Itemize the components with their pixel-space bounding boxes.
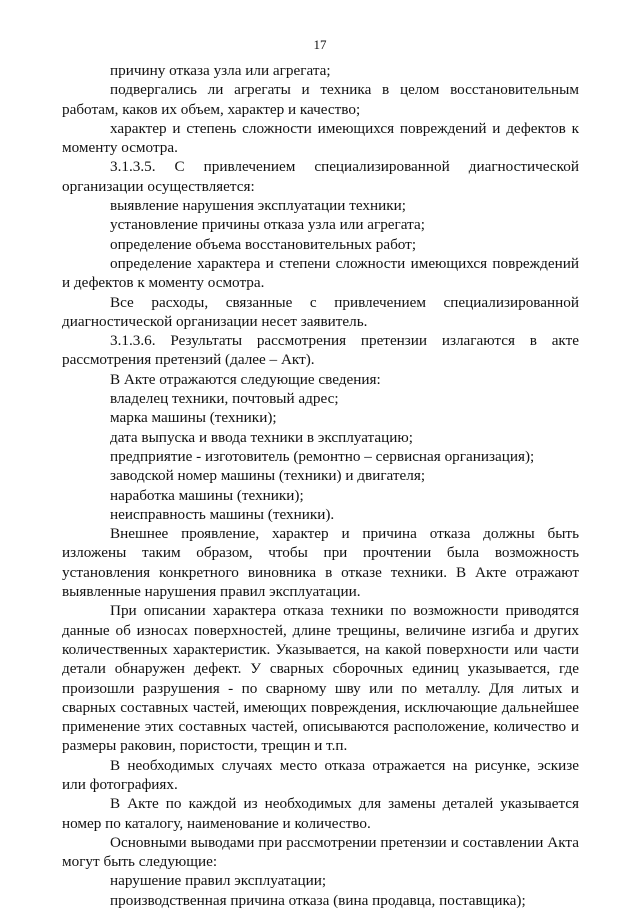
paragraph: дата выпуска и ввода техники в эксплуатацию; [110, 428, 413, 446]
paragraph: При описании характера отказа техники по возможности приводятся данные об износах поверхностей, длине трещины, величине изгиба и других количественных характеристик. Указывается, на какой поверхности или части детали обнаружен дефект. У сварных сборочных единиц указывается, где произошли разрушения - по сварному шву или по металлу. Для литых и сварных составных частей, имеющих повреждения, исключающие дальнейшее применение этих составных частей, описываются расположение, количество и размеры раковин, пористости, трещин и т.п. [62, 602, 579, 755]
paragraph: определение объема восстановительных работ; [110, 235, 417, 253]
page-number: 17 [313, 37, 327, 52]
paragraph: Основными выводами при рассмотрении претензии и составлении Акта могут быть следующие: [62, 833, 579, 871]
paragraph: установление причины отказа узла или агрегата; [110, 216, 425, 234]
paragraph: подвергались ли агрегаты и техника в целом восстановительным работам, каков их объем, характер и качество; [62, 81, 579, 118]
paragraph: В необходимых случаях место отказа отражается на рисунке, эскизе или фотографиях. [62, 756, 579, 793]
paragraph: определение характера и степени сложности имеющихся повреждений и дефектов к моменту осмотра. [62, 254, 579, 292]
paragraph: наработка машины (техники); [110, 486, 304, 504]
document-body [62, 61, 579, 910]
paragraph: 3.1.3.6. Результаты рассмотрения претензии излагаются в акте рассмотрения претензий (далее – Акт). [62, 332, 579, 369]
paragraph: причину отказа узла или агрегата; [110, 62, 331, 79]
paragraph: производственная причина отказа (вина продавца, поставщика); [110, 891, 526, 909]
paragraph: Внешнее проявление, характер и причина отказа должны быть изложены таким образом, чтобы при прочтении была возможность установления конкретного виновника в отказе техники. В Акте отражают выявленные нарушения правил эксплуатации. [62, 525, 579, 601]
paragraph: неисправность машины (техники). [110, 505, 335, 523]
paragraph: владелец техники, почтовый адрес; [110, 390, 339, 408]
paragraph: нарушение правил эксплуатации; [110, 872, 327, 890]
paragraph: марка машины (техники); [110, 409, 277, 427]
paragraph: 3.1.3.5. С привлечением специализированной диагностической организации осуществляется: [62, 158, 579, 195]
paragraph: выявление нарушения эксплуатации техники; [110, 197, 406, 215]
paragraph: В Акте по каждой из необходимых для замены деталей указывается номер по каталогу, наименование и количество. [62, 795, 579, 832]
paragraph: предприятие - изготовитель (ремонтно – сервисная организация); [110, 447, 535, 465]
paragraph: характер и степень сложности имеющихся повреждений и дефектов к моменту осмотра. [62, 119, 579, 157]
paragraph: Все расходы, связанные с привлечением специализированной диагностической организации несет заявитель. [62, 293, 579, 330]
paragraph: В Акте отражаются следующие сведения: [110, 370, 381, 388]
paragraph: заводской номер машины (техники) и двигателя; [110, 467, 426, 485]
